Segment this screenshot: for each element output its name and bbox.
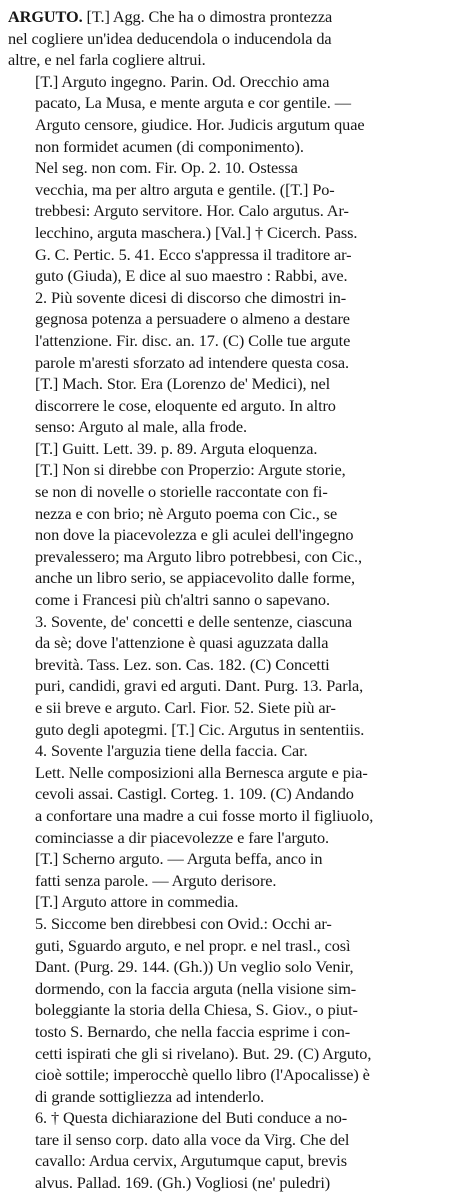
- paragraph-nel-seg: [8, 157, 463, 287]
- text-line: prevalessero; ma Arguto libro potrebbesi, con Cic.,: [35, 546, 362, 566]
- text-line: cominciasse a dir piacevolezze e fare l'arguto.: [35, 827, 330, 847]
- text-line: cevoli assai. Castigl. Corteg. 1. 109. (C) Andando: [35, 784, 354, 804]
- text-line: non formidet acumen (di componimento).: [35, 136, 304, 156]
- text-line: puri, candidi, gravi ed arguti. Dant. Purg. 13. Parla,: [35, 676, 364, 696]
- text-line: Dant. (Purg. 29. 144. (Gh.)) Un veglio solo Venir,: [35, 957, 354, 977]
- text-line: vecchia, ma per altro arguta e gentile. ([T.] Po-: [35, 179, 335, 199]
- text-line: Lett. Nelle composizioni alla Bernesca argute e pia-: [35, 762, 368, 782]
- text-line: [T.] Non si direbbe con Properzio: Argute storie,: [35, 460, 346, 480]
- section-6: [8, 1107, 463, 1193]
- text-line: guto degli apotegmi. [T.] Cic. Argutus in sententiis.: [35, 719, 365, 739]
- text-line: G. C. Pertic. 5. 41. Ecco s'appressa il traditore ar-: [35, 244, 352, 264]
- text-line: discorrere le cose, eloquente ed arguto. In altro: [35, 395, 336, 415]
- section-5: [8, 913, 463, 1107]
- entry-definition: [8, 6, 463, 71]
- text-line: tare il senso corp. dato alla voce da Virg. Che del: [35, 1129, 350, 1149]
- text-line: 6. † Questa dichiarazione del Buti conduce a no-: [35, 1108, 348, 1128]
- text-line: 3. Sovente, de' concetti e delle sentenze, ciascuna: [35, 611, 352, 631]
- paragraph-attore: [8, 891, 463, 913]
- text-line: non dove la piacevolezza e gli aculei dell'ingegno: [35, 525, 354, 545]
- text-line: cioè sottile; imperocchè quello libro (l'Apocalisse) è: [35, 1065, 370, 1085]
- section-3: [8, 611, 463, 741]
- text-line: alvus. Pallad. 169. (Gh.) Vogliosi (ne' puledri): [35, 1173, 331, 1193]
- text-line: nel cogliere un'idea deducendola o inducendola da: [8, 28, 332, 48]
- text-line: se non di novelle o storielle raccontate con fi-: [35, 482, 328, 502]
- text-line: [T.] Guitt. Lett. 39. p. 89. Arguta eloquenza.: [35, 438, 318, 458]
- text-line: e sii breve e arguto. Carl. Fior. 52. Siete più ar-: [35, 698, 336, 717]
- text-line: dormendo, con la faccia arguta (nella visione sim-: [35, 978, 357, 998]
- text-line: 5. Siccome ben direbbesi con Ovid.: Occhi ar-: [35, 913, 332, 933]
- text-line: brevità. Tass. Lez. son. Cas. 182. (C) Concetti: [35, 654, 330, 674]
- text-line: boleggiante la storia della Chiesa, S. Giov., o piut-: [35, 1000, 358, 1020]
- text-line: di grande sottigliezza ad intenderlo.: [35, 1086, 265, 1106]
- text-line: a confortare una madre a cui fosse morto il figliuolo,: [35, 805, 374, 825]
- text-line: [T.] Arguto attore in commedia.: [35, 892, 239, 912]
- text-line: [T.] Mach. Stor. Era (Lorenzo de' Medici), nel: [35, 374, 331, 394]
- text-line: come i Francesi più ch'altri sanno o sapevano.: [35, 590, 330, 610]
- text-line: gegnosa potenza a persuadere o almeno a destare: [35, 309, 350, 329]
- text-line: cetti ispirati che gli si rivelano). But. 29. (C) Arguto,: [35, 1043, 372, 1063]
- paragraph-properzio: [8, 459, 463, 610]
- paragraph-guitt: [8, 438, 463, 460]
- text-line: trebbesi: Arguto servitore. Hor. Calo argutus. Ar-: [35, 201, 349, 221]
- paragraph-scherno: [8, 848, 463, 891]
- text-line: 4. Sovente l'arguzia tiene della faccia. Car.: [35, 741, 308, 761]
- text-line: nezza e con brio; nè Arguto poema con Cic., se: [35, 503, 338, 523]
- text-line: fatti senza parole. — Arguto derisore.: [35, 870, 277, 890]
- text-line: da sè; dove l'attenzione è quasi aguzzata dalla: [35, 633, 329, 653]
- text-line: lecchino, arguta maschera.) [Val.] † Cicerch. Pass.: [35, 222, 358, 242]
- headword: ARGUTO.: [8, 7, 83, 26]
- text-line: [T.] Scherno arguto. — Arguta beffa, anco in: [35, 849, 323, 869]
- section-4: [8, 740, 463, 848]
- text-line: [T.] Arguto ingegno. Parin. Od. Orecchio ama: [35, 71, 330, 91]
- text-line: parole m'aresti sforzato ad intendere questa cosa.: [35, 352, 349, 372]
- text-line: anche un libro serio, se appiacevolito dalle forme,: [35, 568, 355, 588]
- text-line: senso: Arguto al male, alla frode.: [35, 417, 247, 437]
- text-line: l'attenzione. Fir. disc. an. 17. (C) Colle tue argute: [35, 330, 351, 350]
- text-line: guto (Giuda), E dice al suo maestro : Rabbi, ave.: [35, 266, 348, 286]
- text-line: Arguto censore, giudice. Hor. Judicis argutum quae: [35, 114, 365, 134]
- text-line: guti, Sguardo arguto, e nel propr. e nel trasl., così: [35, 935, 351, 955]
- paragraph-arguto-ingegno: [8, 71, 463, 157]
- text-line: 2. Più sovente dicesi di discorso che dimostri in-: [35, 287, 347, 307]
- section-2: [8, 287, 463, 438]
- text-line: ARGUTO. [T.] Agg. Che ha o dimostra prontezza: [8, 7, 333, 26]
- text-line: tosto S. Bernardo, che nella faccia esprime i con-: [35, 1021, 351, 1041]
- text-line: pacato, La Musa, e mente arguta e cor gentile. —: [35, 93, 351, 113]
- text-line: Nel seg. non com. Fir. Op. 2. 10. Ostessa: [35, 158, 298, 178]
- text-line: cavallo: Ardua cervix, Argutumque caput, brevis: [35, 1151, 347, 1171]
- text-line: altre, e nel farla cogliere altrui.: [8, 50, 206, 70]
